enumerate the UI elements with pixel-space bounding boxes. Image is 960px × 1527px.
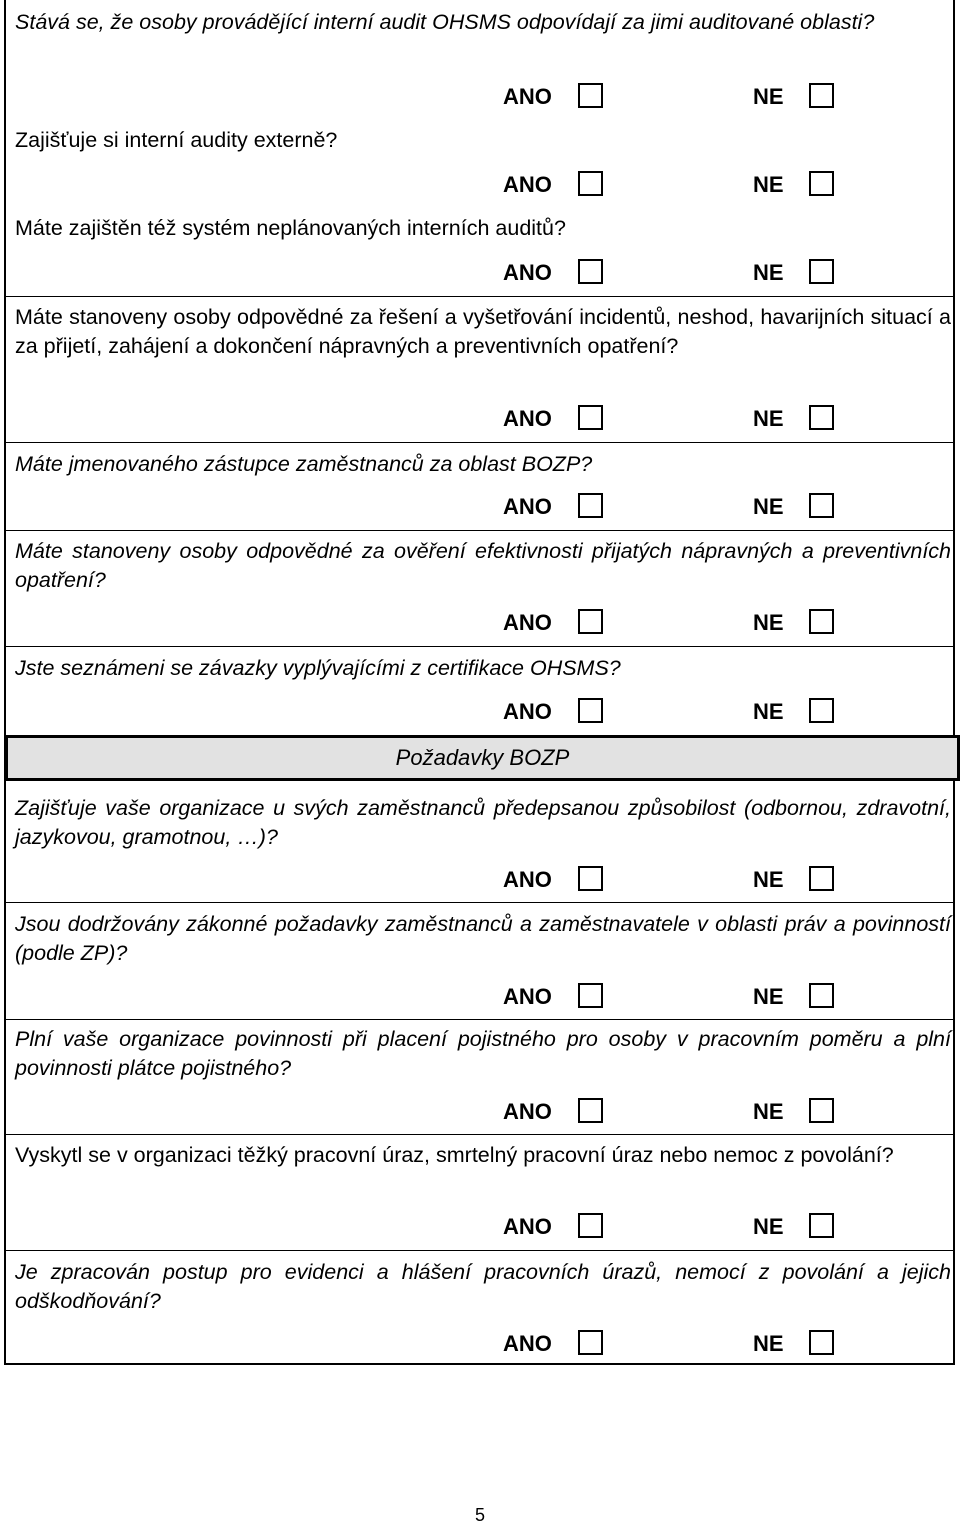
yes-label: ANO bbox=[503, 699, 552, 724]
answer-row bbox=[503, 1212, 843, 1242]
question-text: Plní vaše organizace povinnosti při placení pojistného pro osoby v pracovním poměru a plní povinnosti plátce pojistného? bbox=[15, 1027, 951, 1080]
divider bbox=[6, 442, 953, 443]
divider bbox=[6, 296, 953, 297]
yes-label: ANO bbox=[503, 172, 552, 197]
divider bbox=[6, 1134, 953, 1135]
divider bbox=[6, 530, 953, 531]
no-checkbox[interactable] bbox=[809, 405, 834, 430]
no-checkbox[interactable] bbox=[809, 171, 834, 196]
divider bbox=[6, 646, 953, 647]
question-text: Vyskytl se v organizaci těžký pracovní úraz, smrtelný pracovní úraz nebo nemoc z povolání? bbox=[15, 1143, 894, 1167]
no-label: NE bbox=[753, 1099, 784, 1124]
yes-checkbox[interactable] bbox=[578, 866, 603, 891]
yes-checkbox[interactable] bbox=[578, 1098, 603, 1123]
question-text: Jste seznámeni se závazky vyplývajícími z certifikace OHSMS? bbox=[15, 656, 621, 680]
answer-row bbox=[503, 170, 843, 200]
no-label: NE bbox=[753, 172, 784, 197]
answer-row bbox=[503, 492, 843, 522]
question-text: Jsou dodržovány zákonné požadavky zaměstnanců a zaměstnavatele v oblasti práv a povinností (podle ZP)? bbox=[15, 912, 951, 965]
page-number: 5 bbox=[474, 1505, 485, 1525]
no-checkbox[interactable] bbox=[809, 1213, 834, 1238]
yes-label: ANO bbox=[503, 406, 552, 431]
no-label: NE bbox=[753, 1214, 784, 1239]
section-header: Požadavky BOZP bbox=[5, 735, 960, 781]
yes-label: ANO bbox=[503, 1099, 552, 1124]
yes-checkbox[interactable] bbox=[578, 171, 603, 196]
no-checkbox[interactable] bbox=[809, 259, 834, 284]
yes-checkbox[interactable] bbox=[578, 1330, 603, 1355]
yes-label: ANO bbox=[503, 1214, 552, 1239]
answer-row bbox=[503, 697, 843, 727]
no-checkbox[interactable] bbox=[809, 866, 834, 891]
answer-row bbox=[503, 982, 843, 1012]
question-text: Máte stanoveny osoby odpovědné za řešení a vyšetřování incidentů, neshod, havarijních situací a za přijetí, zahájení a dokončení nápravných a preventivních opatření? bbox=[15, 305, 951, 358]
yes-checkbox[interactable] bbox=[578, 609, 603, 634]
no-label: NE bbox=[753, 406, 784, 431]
no-label: NE bbox=[753, 260, 784, 285]
question-text: Máte jmenovaného zástupce zaměstnanců za oblast BOZP? bbox=[15, 452, 593, 476]
no-label: NE bbox=[753, 1331, 784, 1356]
no-label: NE bbox=[753, 84, 784, 109]
yes-checkbox[interactable] bbox=[578, 83, 603, 108]
no-checkbox[interactable] bbox=[809, 1330, 834, 1355]
no-label: NE bbox=[753, 984, 784, 1009]
question-text: Zajišťuje si interní audity externě? bbox=[15, 128, 338, 152]
question-text: Máte zajištěn též systém neplánovaných interních auditů? bbox=[15, 216, 566, 240]
answer-row bbox=[503, 865, 843, 895]
answer-row bbox=[503, 258, 843, 288]
yes-label: ANO bbox=[503, 1331, 552, 1356]
no-label: NE bbox=[753, 610, 784, 635]
no-label: NE bbox=[753, 867, 784, 892]
answer-row bbox=[503, 82, 843, 112]
yes-checkbox[interactable] bbox=[578, 493, 603, 518]
question-text: Máte stanoveny osoby odpovědné za ověření efektivnosti přijatých nápravných a preventivních opatření? bbox=[15, 539, 951, 592]
yes-checkbox[interactable] bbox=[578, 405, 603, 430]
no-checkbox[interactable] bbox=[809, 609, 834, 634]
no-checkbox[interactable] bbox=[809, 698, 834, 723]
yes-label: ANO bbox=[503, 494, 552, 519]
divider bbox=[6, 902, 953, 903]
yes-checkbox[interactable] bbox=[578, 1213, 603, 1238]
yes-checkbox[interactable] bbox=[578, 698, 603, 723]
yes-label: ANO bbox=[503, 610, 552, 635]
question-text: Stává se, že osoby provádějící interní audit OHSMS odpovídají za jimi auditované oblasti? bbox=[15, 10, 875, 34]
answer-row bbox=[503, 404, 843, 434]
question-text: Je zpracován postup pro evidenci a hlášení pracovních úrazů, nemocí z povolání a jejich odškodňování? bbox=[15, 1260, 951, 1313]
yes-checkbox[interactable] bbox=[578, 259, 603, 284]
yes-checkbox[interactable] bbox=[578, 983, 603, 1008]
divider bbox=[6, 1250, 953, 1251]
no-checkbox[interactable] bbox=[809, 983, 834, 1008]
question-text: Zajišťuje vaše organizace u svých zaměstnanců předepsanou způsobilost (odbornou, zdravotní, jazykovou, gramotnou, …)? bbox=[15, 796, 951, 849]
yes-label: ANO bbox=[503, 867, 552, 892]
answer-row bbox=[503, 1329, 843, 1359]
no-checkbox[interactable] bbox=[809, 493, 834, 518]
answer-row bbox=[503, 608, 843, 638]
divider bbox=[6, 1019, 953, 1020]
questionnaire-sheet bbox=[4, 0, 955, 1365]
no-label: NE bbox=[753, 494, 784, 519]
yes-label: ANO bbox=[503, 260, 552, 285]
yes-label: ANO bbox=[503, 984, 552, 1009]
no-checkbox[interactable] bbox=[809, 83, 834, 108]
no-checkbox[interactable] bbox=[809, 1098, 834, 1123]
no-label: NE bbox=[753, 699, 784, 724]
yes-label: ANO bbox=[503, 84, 552, 109]
answer-row bbox=[503, 1097, 843, 1127]
